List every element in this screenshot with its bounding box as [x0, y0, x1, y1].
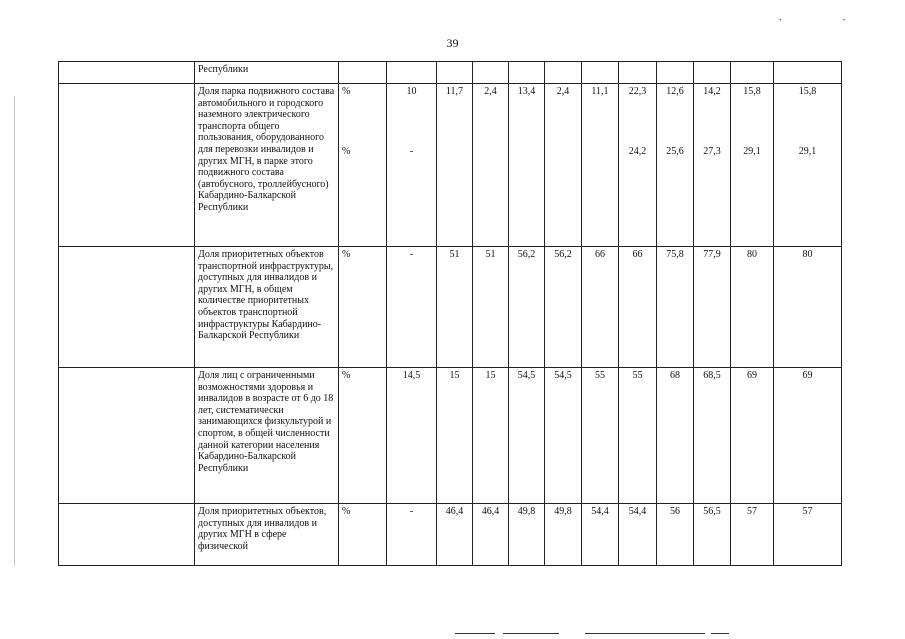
value-text: 14,5: [402, 370, 421, 381]
value-cell: [774, 368, 842, 504]
unit-cell: [339, 247, 387, 368]
value-cell: [509, 247, 545, 368]
value-text: [476, 146, 505, 157]
value-text: -: [409, 145, 414, 157]
value-text: 66: [632, 249, 643, 260]
value-text: 49,8: [517, 506, 536, 517]
cell-empty: [59, 84, 195, 247]
value-cell: [774, 247, 842, 368]
value-text: 51: [485, 249, 496, 260]
value-text: -: [409, 249, 414, 260]
value-text: 55: [632, 370, 643, 381]
value-text: 49,8: [554, 506, 572, 517]
value-text: 10: [406, 86, 417, 97]
cell-empty: [619, 62, 657, 84]
scan-edge-line: [14, 96, 15, 566]
table-row: [59, 504, 842, 566]
cell-empty: [509, 62, 545, 84]
unit-cell: [339, 84, 387, 247]
value-text: 68,5: [703, 370, 721, 381]
value-text: 13,4: [517, 86, 536, 97]
row-name-cell: Доля приоритетных объектов, доступных для инвалидов и других МГН в сфере физической: [195, 504, 339, 566]
value-text: 69: [747, 370, 757, 381]
value-text: 75,8: [666, 249, 684, 260]
value-cell: [473, 84, 509, 247]
value-cell: [473, 247, 509, 368]
value-text: 57: [747, 506, 757, 517]
value-text: 11,1: [591, 86, 609, 97]
value-text: 12,6: [666, 86, 684, 97]
value-text: 2,4: [556, 86, 570, 97]
cell-empty: [59, 368, 195, 504]
cell-empty: [473, 62, 509, 84]
value-text: 80: [802, 249, 813, 260]
value-text: 54,4: [591, 506, 609, 517]
value-text: 14,2: [703, 86, 721, 97]
cell-empty: [694, 62, 731, 84]
row-name-cell: Доля приоритетных объектов транспортной инфраструктуры, доступных для инвалидов и других МГН, в общем количестве приоритетных объектов транспортной инфраструктуры Кабардино-Балкарской Республики: [195, 247, 339, 368]
value-text: 66: [595, 249, 605, 260]
value-text: 11,7: [445, 86, 464, 97]
value-cell: [731, 368, 774, 504]
value-cell: [545, 84, 582, 247]
value-text: 68: [670, 370, 680, 381]
value-cell: [731, 84, 774, 247]
value-text: 56,2: [517, 249, 536, 260]
cell-empty: [339, 62, 387, 84]
value-text: 54,5: [554, 370, 572, 381]
unit-value: %: [342, 145, 351, 157]
value-text: 29,1: [798, 145, 817, 157]
value-cell: [731, 247, 774, 368]
value-cell: [657, 247, 694, 368]
table-row: [59, 368, 842, 504]
cell-empty: [582, 62, 619, 84]
value-cell: [731, 504, 774, 566]
value-text: [440, 146, 469, 157]
value-text: 25,6: [666, 145, 684, 157]
cell-empty: [731, 62, 774, 84]
unit-value: %: [342, 370, 351, 381]
value-cell: [437, 247, 473, 368]
value-cell: [437, 84, 473, 247]
value-text: 57: [802, 506, 813, 517]
unit-value: %: [342, 86, 351, 97]
value-text: 54,4: [628, 506, 647, 517]
value-text: 56,2: [554, 249, 572, 260]
value-cell: [509, 84, 545, 247]
value-cell: [774, 504, 842, 566]
value-cell: [509, 504, 545, 566]
value-cell: [437, 368, 473, 504]
value-cell: [582, 247, 619, 368]
value-cell: [619, 247, 657, 368]
value-cell: [473, 504, 509, 566]
unit-value: %: [342, 249, 351, 260]
cell-empty: [59, 62, 195, 84]
value-cell: [545, 368, 582, 504]
value-cell: [657, 504, 694, 566]
value-cell: [657, 84, 694, 247]
value-cell: [657, 368, 694, 504]
value-cell: [582, 84, 619, 247]
table-row: [59, 247, 842, 368]
cell-empty: [387, 62, 437, 84]
value-text: 15,8: [798, 86, 817, 97]
value-text: 77,9: [703, 249, 721, 260]
value-text: 29,1: [743, 145, 761, 157]
scan-specks: • •: [779, 18, 875, 24]
value-text: [512, 146, 541, 157]
value-text: 22,3: [628, 86, 647, 97]
value-cell: [473, 368, 509, 504]
value-text: 15: [449, 370, 460, 381]
row-name-cell: Доля лиц с ограниченными возможностями здоровья и инвалидов в возрасте от 6 до 18 лет, систематически занимающихся физкультурой и спортом, в общей численности данной категории населения Кабардино-Балкарской Республики: [195, 368, 339, 504]
value-text: -: [409, 506, 414, 517]
unit-value: %: [342, 506, 351, 517]
value-cell: [387, 368, 437, 504]
value-text: [585, 146, 615, 157]
value-cell: [694, 504, 731, 566]
row-name-cell: Республики: [195, 62, 339, 84]
value-text: 55: [595, 370, 605, 381]
value-text: 27,3: [703, 145, 721, 157]
value-cell: [545, 504, 582, 566]
value-text: 54,5: [517, 370, 536, 381]
unit-cell: [339, 504, 387, 566]
value-cell: [387, 504, 437, 566]
value-cell: [582, 368, 619, 504]
value-text: 69: [802, 370, 813, 381]
value-text: 46,4: [445, 506, 464, 517]
value-cell: [387, 247, 437, 368]
value-cell: [509, 368, 545, 504]
value-text: 56,5: [703, 506, 721, 517]
indicators-table: [58, 61, 842, 566]
value-cell: [619, 504, 657, 566]
cell-empty: [59, 504, 195, 566]
page-number: 39: [446, 36, 459, 50]
cell-empty: [59, 247, 195, 368]
value-cell: [437, 504, 473, 566]
value-cell: [694, 84, 731, 247]
value-cell: [774, 84, 842, 247]
value-cell: [619, 84, 657, 247]
table-row: [59, 84, 842, 247]
cell-empty: [545, 62, 582, 84]
value-cell: [582, 504, 619, 566]
table-row-header: [59, 62, 842, 84]
value-cell: [545, 247, 582, 368]
value-text: 24,2: [628, 145, 647, 157]
value-text: [548, 146, 578, 157]
value-text: 2,4: [484, 86, 497, 97]
value-text: 15,8: [743, 86, 761, 97]
value-text: 56: [670, 506, 680, 517]
cell-empty: [437, 62, 473, 84]
value-text: 15: [485, 370, 496, 381]
value-cell: [694, 247, 731, 368]
cell-empty: [657, 62, 694, 84]
row-name-cell: Доля парка подвижного состава автомобильного и городского наземного электрического транспорта общего пользования, оборудованного для перевозки инвалидов и других МГН, в парке этого подвижного состава (автобусного, троллейбусного) Кабардино-Балкарской Республики: [195, 84, 339, 247]
value-text: 46,4: [481, 506, 500, 517]
value-text: 51: [449, 249, 460, 260]
unit-cell: [339, 368, 387, 504]
value-cell: [694, 368, 731, 504]
value-text: 80: [747, 249, 757, 260]
cell-empty: [774, 62, 842, 84]
value-cell: [619, 368, 657, 504]
value-cell: [387, 84, 437, 247]
